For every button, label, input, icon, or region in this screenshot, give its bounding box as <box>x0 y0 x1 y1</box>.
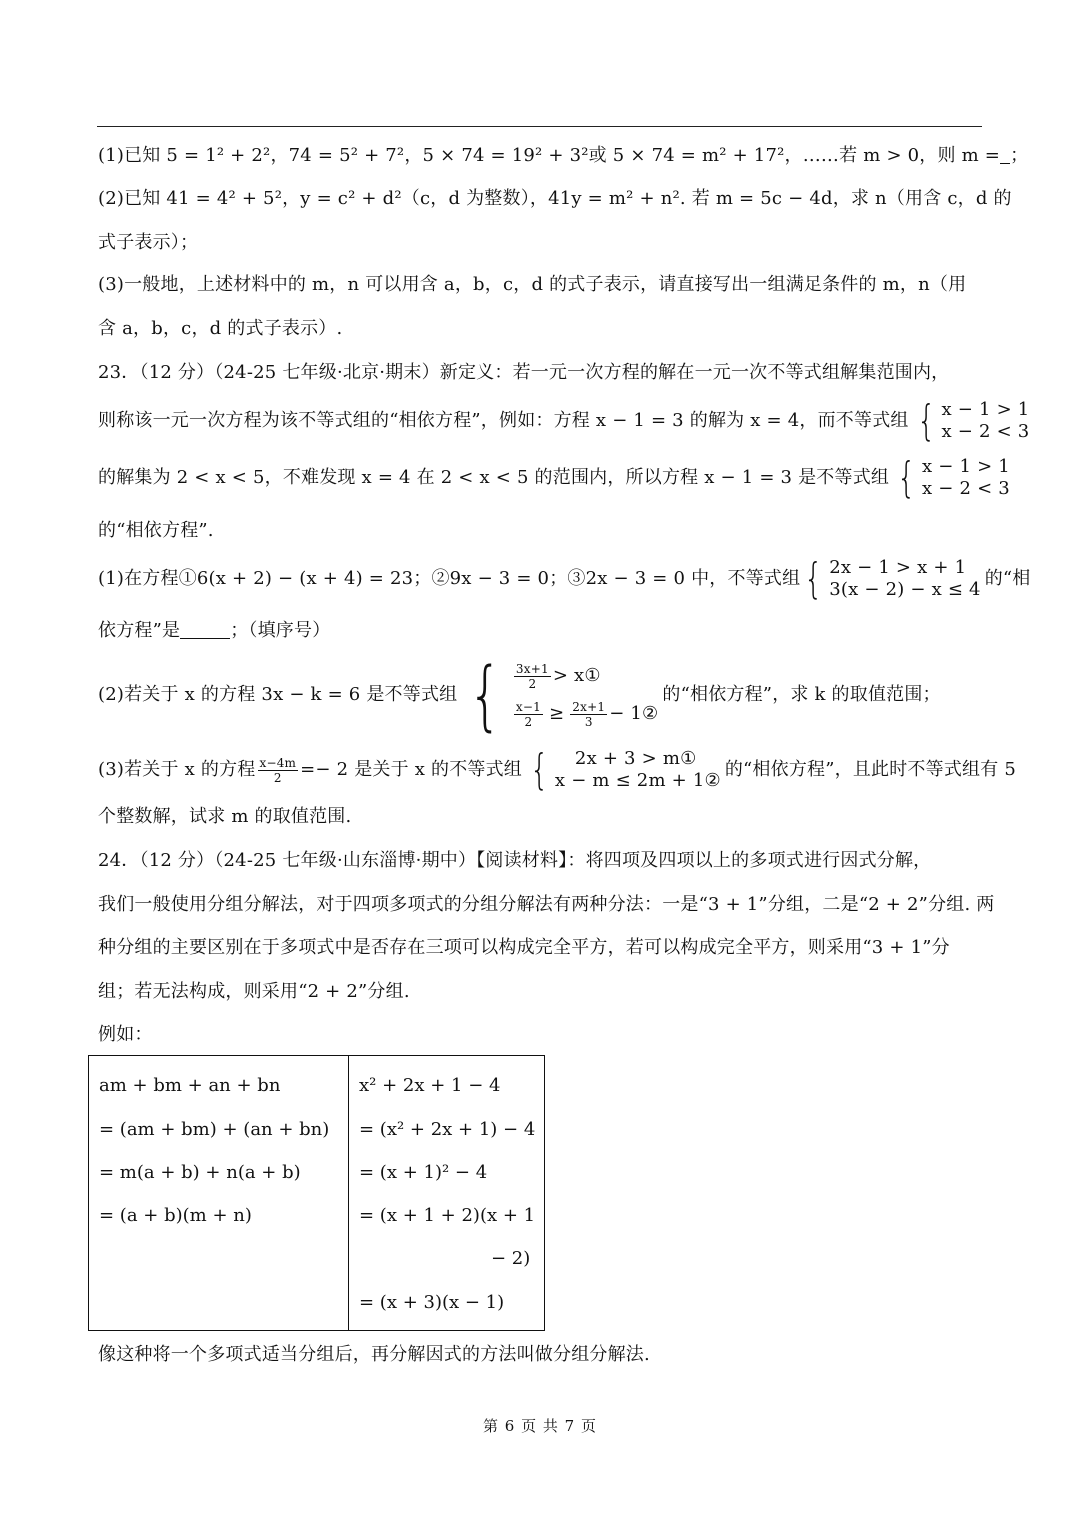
fraction-denominator: 2 <box>524 714 533 729</box>
header-rule <box>97 126 982 127</box>
system-row <box>512 657 658 695</box>
system-row-rest: > x① <box>552 665 601 686</box>
system-row: x − 2 < 3 <box>941 421 1030 442</box>
fraction-denominator: 3 <box>584 714 593 729</box>
q23-line2 <box>98 396 1030 445</box>
q23-line4: 的“相依方程”. <box>98 520 214 541</box>
q23-part2 <box>98 650 982 739</box>
system-row-rest: − 1② <box>609 703 659 724</box>
page-footer: 第 6 页 共 7 页 <box>483 1417 597 1435</box>
brace-icon: { <box>468 650 503 739</box>
example-step: = (x² + 2x + 1) − 4 <box>359 1119 536 1140</box>
answer-blank <box>180 620 230 639</box>
fraction-numerator: x−4m <box>259 755 297 770</box>
system-row: x − 2 < 3 <box>922 478 1010 499</box>
fraction-denominator: 2 <box>528 676 537 691</box>
q22-part3-line1: (3)一般地，上述材料中的 m，n 可以用含 a，b，c，d 的式子表示，请直接写出一组满足条件的 m，n（用 <box>98 274 967 295</box>
example-step: x² + 2x + 1 − 4 <box>359 1075 501 1096</box>
q23-part1-text: (1)在方程①6(x + 2) − (x + 4) = 23；②9x − 3 = 0；③2x − 3 = 0 中，不等式组 <box>98 568 801 589</box>
q23-line3-text: 的解集为 2 < x < 5，不难发现 x = 4 在 2 < x < 5 的范围内，所以方程 x − 1 = 3 是不等式组 <box>98 467 890 488</box>
system-row: x − 1 > 1 <box>941 399 1030 420</box>
q24-line2: 我们一般使用分组分解法，对于四项多项式的分组分解法有两种分法：一是“3 + 1”分组，二是“2 + 2”分组. 两 <box>98 894 995 915</box>
example-step: = (x + 1 + 2)(x + 1 <box>359 1205 536 1226</box>
example-left-column <box>89 1056 349 1330</box>
system-row <box>512 695 658 733</box>
q23-part2-end: 的“相依方程”，求 k 的取值范围； <box>662 684 941 705</box>
example-label: 例如： <box>98 1024 153 1045</box>
fraction <box>514 700 543 729</box>
system-row: 2x − 1 > x + 1 <box>829 557 967 578</box>
brace-icon: { <box>530 745 549 794</box>
q23-part1-line2-end: ；（填序号） <box>230 620 331 641</box>
fraction <box>258 756 299 785</box>
q22-part3-line2: 含 a，b，c，d 的式子表示）. <box>98 318 343 339</box>
inequality-system-c <box>461 650 659 739</box>
fraction-numerator: x−1 <box>515 699 541 714</box>
fraction-numerator: 3x+1 <box>515 661 549 676</box>
example-step: − 2) <box>491 1248 531 1269</box>
q23-part2-text: (2)若关于 x 的方程 3x − k = 6 是不等式组 <box>98 684 458 705</box>
q23-header: 23．（12 分）（24-25 七年级·北京·期末）新定义：若一元一次方程的解在一元一次不等式组解集范围内， <box>98 362 950 383</box>
q22-part2-line1: (2)已知 41 = 4² + 5²，y = c² + d²（c，d 为整数），41y = m² + n². 若 m = 5c − 4d，求 n（用含 c，d 的 <box>98 188 1012 209</box>
q23-part3-text-c: 的“相依方程”，且此时不等式组有 5 <box>724 759 1017 780</box>
brace-icon: { <box>897 453 916 502</box>
q22-part1 <box>98 143 1029 169</box>
system-row: x − 1 > 1 <box>922 456 1010 477</box>
q23-part1-end: 的“相 <box>984 568 1031 589</box>
q24-closing: 像这种将一个多项式适当分组后，再分解因式的方法叫做分组分解法. <box>98 1344 650 1365</box>
q23-part3-line2: 个整数解，试求 m 的取值范围. <box>98 806 352 827</box>
q23-part1-line2-text: 依方程”是 <box>98 620 181 641</box>
example-step: = (am + bm) + (an + bn) <box>99 1119 330 1140</box>
q23-part1-line1 <box>98 554 1031 603</box>
q23-line3 <box>98 453 1010 502</box>
q22-part1-end: ； <box>1010 145 1029 166</box>
q23-part1-line2 <box>98 618 982 644</box>
example-step: am + bm + an + bn <box>99 1075 281 1096</box>
fraction-numerator: 2x+1 <box>572 699 606 714</box>
system-row: x − m ≤ 2m + 1② <box>554 770 721 791</box>
fraction-denominator: 2 <box>273 770 282 785</box>
q24-line4: 组；若无法构成，则采用“2 + 2”分组. <box>98 981 410 1002</box>
example-step: = (a + b)(m + n) <box>99 1205 252 1226</box>
q23-part3-text: (3)若关于 x 的方程 <box>98 759 256 780</box>
inequality-system-a <box>913 396 1030 445</box>
q24-line1: 24．（12 分）（24-25 七年级·山东淄博·期中）【阅读材料】：将四项及四项以上的多项式进行因式分解， <box>98 850 932 871</box>
inequality-system-d <box>526 745 721 794</box>
q23-part3-line1 <box>98 745 1017 795</box>
example-step: = m(a + b) + n(a + b) <box>99 1162 301 1183</box>
example-table <box>88 1055 545 1331</box>
example-step: = (x + 3)(x − 1) <box>359 1292 505 1313</box>
inequality-system-b <box>800 554 981 603</box>
q23-line2-text: 则称该一元一次方程为该不等式组的“相依方程”，例如：方程 x − 1 = 3 的解为 x = 4，而不等式组 <box>98 410 909 431</box>
q22-part2-line2: 式子表示）； <box>98 232 199 253</box>
system-row: 2x + 3 > m① <box>574 748 697 769</box>
q22-part1-text: (1)已知 5 = 1² + 2²，74 = 5² + 7²，5 × 74 = 19² + 3²或 5 × 74 = m² + 17²，……若 m > 0，则 m = <box>98 145 1001 166</box>
inequality-sign: ≥ <box>548 703 565 724</box>
q23-part3-text-b: =− 2 是关于 x 的不等式组 <box>300 759 522 780</box>
system-row: 3(x − 2) − x ≤ 4 <box>829 579 981 600</box>
q24-line3: 种分组的主要区别在于多项式中是否存在三项可以构成完全平方，若可以构成完全平方，则采用“3 + 1”分 <box>98 937 950 958</box>
brace-icon: { <box>804 554 824 603</box>
example-right-column <box>349 1056 544 1330</box>
answer-blank <box>1000 145 1010 164</box>
fraction <box>570 700 607 729</box>
inequality-system-a-repeat <box>893 453 1010 502</box>
brace-icon: { <box>916 396 936 445</box>
example-step: = (x + 1)² − 4 <box>359 1162 488 1183</box>
fraction <box>514 662 551 691</box>
